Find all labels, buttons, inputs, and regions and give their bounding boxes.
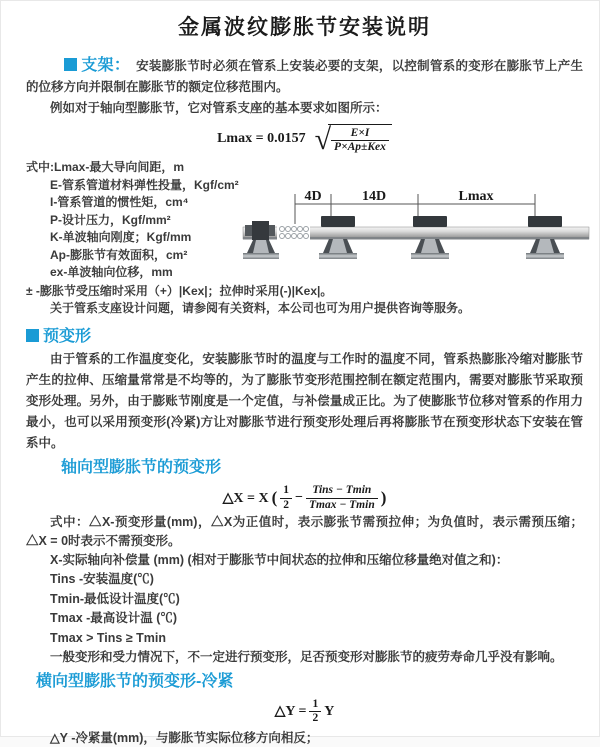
predeform-section-heading	[26, 327, 583, 347]
consult-note: 关于管系支座设计问题，请参阅有关资料，本公司也可为用户提供咨询等服务。	[50, 301, 471, 316]
blue-square-bullet-icon	[64, 58, 77, 71]
lateral-subheading: 横向型膨胀节的预变形-冷紧	[36, 672, 234, 690]
lateral-formula-lhs: △Y =	[274, 704, 307, 720]
lmax-fraction-denominator: P×Ap±Kex	[334, 141, 386, 154]
anchor-support	[243, 221, 279, 259]
note-line: Tmin-最低设计温度(℃)	[50, 591, 180, 606]
axial-formula-lhs: △X = X	[222, 490, 269, 506]
support-section-heading: 支架：	[81, 57, 131, 74]
plusminus-note: ± -膨胀节受压缩时采用（+）|Kex|；拉伸时采用(-)|Kex|。	[26, 284, 333, 299]
lmax-formula-lhs: Lmax = 0.0157	[217, 131, 306, 147]
blue-square-bullet-icon	[26, 329, 39, 342]
dim-label-14d: 14D	[361, 189, 387, 205]
note-line: 一般变形和受力情况下，不一定进行预变形，足否预变形对膨胀节的疲劳寿命几乎没有影响。	[50, 650, 563, 665]
half-denominator: 2	[283, 498, 289, 511]
definition-line: P-设计压力，Kgf/mm²	[50, 212, 171, 227]
dim-label-4d: 4D	[304, 189, 322, 205]
page-title: 金属波纹膨胀节安装说明	[178, 16, 431, 39]
lmax-formula	[26, 124, 583, 154]
temp-denominator: Tmax − Tmin	[308, 498, 375, 511]
definition-line: 式中:Lmax-最大导向间距，m	[26, 160, 185, 175]
note-line: Tins -安装温度(℃)	[50, 572, 154, 587]
lmax-fraction-numerator: E×I	[331, 127, 389, 141]
open-paren: (	[271, 488, 278, 508]
lmax-fraction	[331, 127, 389, 154]
lateral-formula-rhs: Y	[324, 703, 335, 719]
axial-formula	[26, 484, 583, 511]
axial-subheading: 轴向型膨胀节的预变形	[61, 459, 222, 477]
note-line: X-实际轴向补偿量 (mm) (相对于膨胀节中间状态的拉伸和压缩位移量绝对值之和)：	[50, 552, 509, 567]
definition-line: ex-单波轴向位移，mm	[50, 265, 173, 280]
definition-line: Ap-膨胀节有效面积，cm²	[50, 247, 188, 262]
pipe-support-diagram	[243, 185, 595, 267]
lateral-note: △Y -冷紧量(mm)，与膨胀节实际位移方向相反；	[50, 731, 319, 746]
predeform-body-paragraph: 由于管系的工作温度变化，安装膨胀节时的温度与工作时的温度不同，管系热膨胀冷缩对膨胀节产生的拉伸、压缩量常常是不均等的，为了膨胀节变形范围控制在额定范围内，需要对膨胀节采取预变形处理。另外，由于膨账节刚度是一个定值，与补偿量成正比。为了使膨胀节位移对管系的作用力最小，也可以采用预变形(冷紧)方让对膨胀节进行预变形处理后再将膨胀节在预变形状态下安装在管系中。	[26, 352, 583, 451]
half-numerator: 1	[309, 698, 321, 712]
half-numerator: 1	[280, 484, 292, 498]
half-denominator: 2	[312, 712, 319, 725]
radical-sign: √	[314, 122, 332, 156]
definition-line: E-管系管道材料弹性投量，Kgf/cm²	[50, 177, 239, 192]
note-line: Tmax > Tins ≥ Tmin	[50, 630, 167, 645]
half-fraction	[309, 698, 321, 725]
lateral-formula	[26, 698, 583, 725]
predeform-heading-text: 预变形	[43, 328, 92, 346]
bellows	[277, 224, 310, 242]
temperature-fraction	[306, 484, 378, 511]
support-example-line: 例如对于轴向型膨胀节，它对管系支座的基本要求如图所示：	[50, 101, 388, 115]
definition-line: I-管系管道的惯性矩，cm⁴	[50, 195, 189, 210]
half-fraction	[280, 484, 292, 511]
temp-numerator: Tins − Tmin	[306, 484, 378, 498]
minus-sign: −	[294, 490, 303, 506]
close-paren: )	[380, 488, 387, 508]
dim-label-lmax: Lmax	[458, 189, 494, 205]
definition-line: K-单波轴向刚度；Kgf/mm	[50, 230, 192, 245]
note-line: Tmax -最高设计温 (℃)	[50, 611, 178, 626]
axial-where-note: 式中：△X-预变形量(mm)，△X为正值时，表示膨张节需预拉伸；为负值时，表示需预压缩；△X = 0时表示不需预变形。	[26, 514, 583, 548]
support-intro-paragraph	[26, 55, 583, 98]
definitions-and-diagram	[26, 159, 583, 283]
support-intro-text: 安装膨胀节时必须在管系上安装必要的支架，以控制管系的变形在膨胀节上产生的位移方向并限制在膨胀节的额定位移范围内。	[26, 59, 583, 94]
sqrt-radical	[315, 124, 392, 154]
axial-notes	[26, 513, 583, 668]
